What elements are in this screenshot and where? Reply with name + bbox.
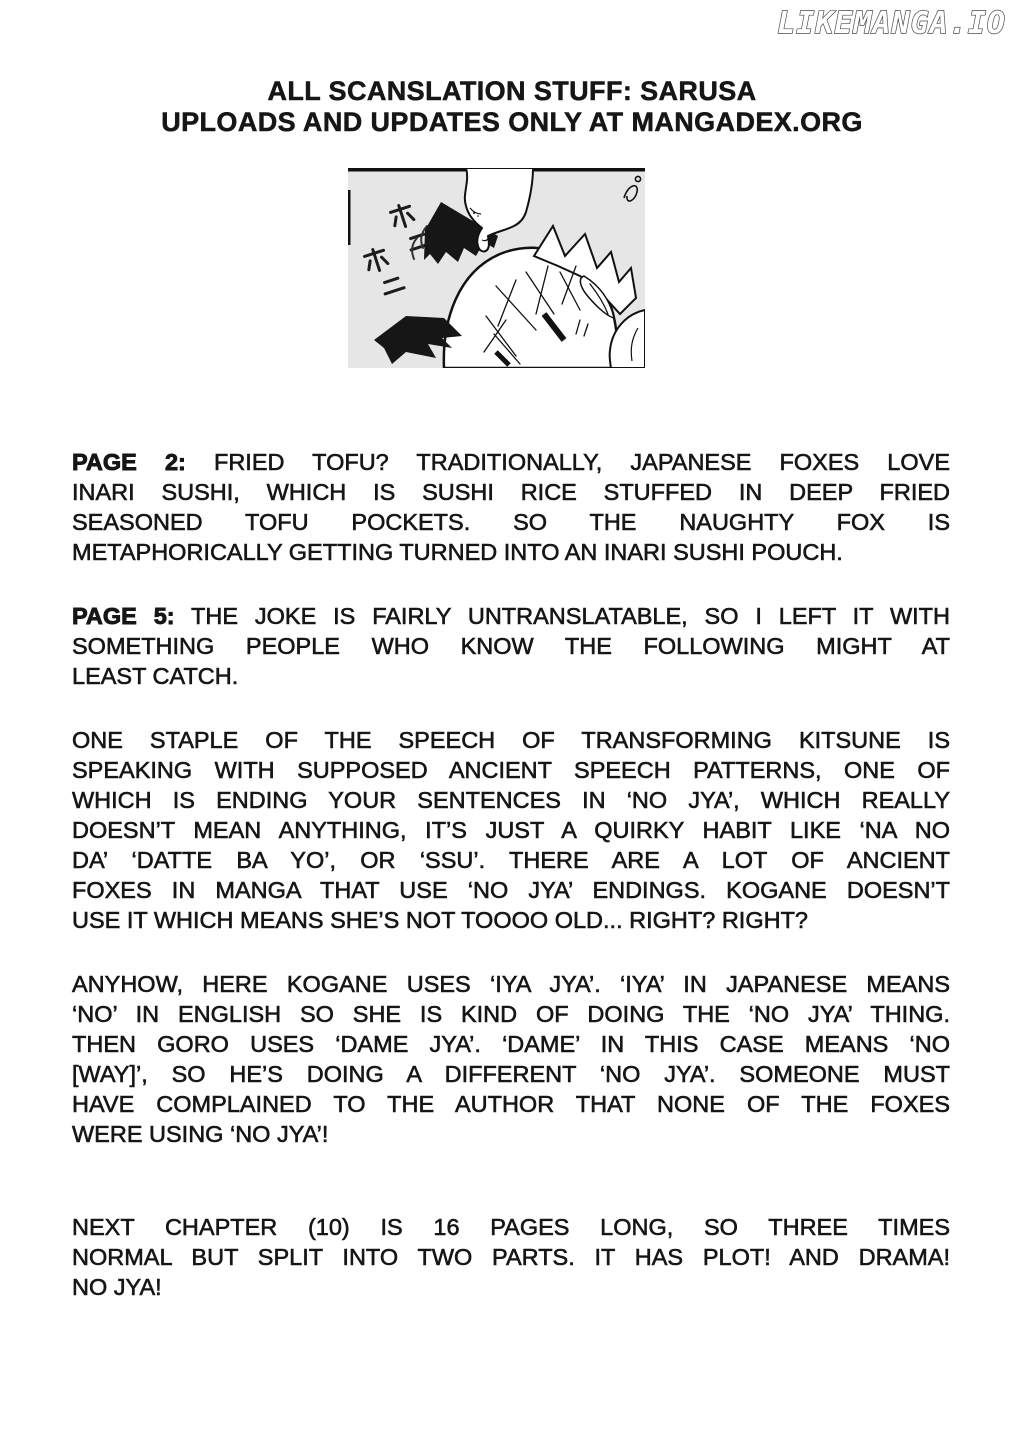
credits-line-scanslation: ALL SCANSLATION STUFF: SARUSA xyxy=(267,76,757,106)
text-line: NORMAL BUT SPLIT INTO TWO PARTS. IT HAS PLOT! AND DRAMA! xyxy=(72,1244,950,1270)
panel-left-border-fragment xyxy=(348,190,351,245)
text-line: INARI SUSHI, WHICH IS SUSHI RICE STUFFED IN DEEP FRIED xyxy=(72,479,950,505)
text-line: WERE USING ‘NO JYA’! xyxy=(72,1121,329,1147)
credits-header xyxy=(0,76,1024,138)
text-line: USE IT WHICH MEANS SHE’S NOT TOOOO OLD... RIGHT? RIGHT? xyxy=(72,907,809,933)
manga-panel xyxy=(348,168,645,368)
watermark-likemanga xyxy=(744,0,1010,48)
watermark-text: LIKEMANGA.IO xyxy=(777,6,1006,41)
text-line: PAGE 5: THE JOKE IS FAIRLY UNTRANSLATABLE, SO I LEFT IT WITH xyxy=(72,603,950,629)
credits-line-uploads: UPLOADS AND UPDATES ONLY AT MANGADEX.ORG xyxy=(161,107,863,137)
text-line: SEASONED TOFU POCKETS. SO THE NAUGHTY FOX IS xyxy=(72,509,950,535)
text-line: ‘NO’ IN ENGLISH SO SHE IS KIND OF DOING THE ‘NO JYA’ THING. xyxy=(72,1001,950,1027)
text-line: THEN GORO USES ‘DAME JYA’. ‘DAME’ IN THIS CASE MEANS ‘NO xyxy=(72,1031,950,1057)
text-line: LEAST CATCH. xyxy=(72,663,239,689)
paragraph xyxy=(72,969,950,1149)
page-label: PAGE 5: xyxy=(72,603,175,629)
text-line: SPEAKING WITH SUPPOSED ANCIENT SPEECH PATTERNS, ONE OF xyxy=(72,757,950,783)
text-line: ONE STAPLE OF THE SPEECH OF TRANSFORMING KITSUNE IS xyxy=(72,727,950,753)
text-line: DA’ ‘DATTE BA YO’, OR ‘SSU’. THERE ARE A LOT OF ANCIENT xyxy=(72,847,950,873)
text-line: PAGE 2: FRIED TOFU? TRADITIONALLY, JAPANESE FOXES LOVE xyxy=(72,449,950,475)
paragraph xyxy=(72,601,950,691)
paragraph xyxy=(72,1212,950,1302)
text-line: HAVE COMPLAINED TO THE AUTHOR THAT NONE OF THE FOXES xyxy=(72,1091,950,1117)
text-line: NEXT CHAPTER (10) IS 16 PAGES LONG, SO THREE TIMES xyxy=(72,1214,950,1240)
text-line: [WAY]’, SO HE’S DOING A DIFFERENT ‘NO JYA’. SOMEONE MUST xyxy=(72,1061,950,1087)
text-line: NO JYA! xyxy=(72,1274,162,1300)
text-line: SOMETHING PEOPLE WHO KNOW THE FOLLOWING MIGHT AT xyxy=(72,633,950,659)
paragraph xyxy=(72,725,950,935)
text-line: ANYHOW, HERE KOGANE USES ‘IYA JYA’. ‘IYA’ IN JAPANESE MEANS xyxy=(72,971,950,997)
page-label: PAGE 2: xyxy=(72,449,186,475)
text-line: FOXES IN MANGA THAT USE ‘NO JYA’ ENDINGS. KOGANE DOESN’T xyxy=(72,877,950,903)
text-line: WHICH IS ENDING YOUR SENTENCES IN ‘NO JYA’, WHICH REALLY xyxy=(72,787,950,813)
paragraph xyxy=(72,447,950,567)
text-line: METAPHORICALLY GETTING TURNED INTO AN INARI SUSHI POUCH. xyxy=(72,539,843,565)
text-line: DOESN’T MEAN ANYTHING, IT’S JUST A QUIRKY HABIT LIKE ‘NA NO xyxy=(72,817,950,843)
translation-notes xyxy=(72,447,950,1336)
